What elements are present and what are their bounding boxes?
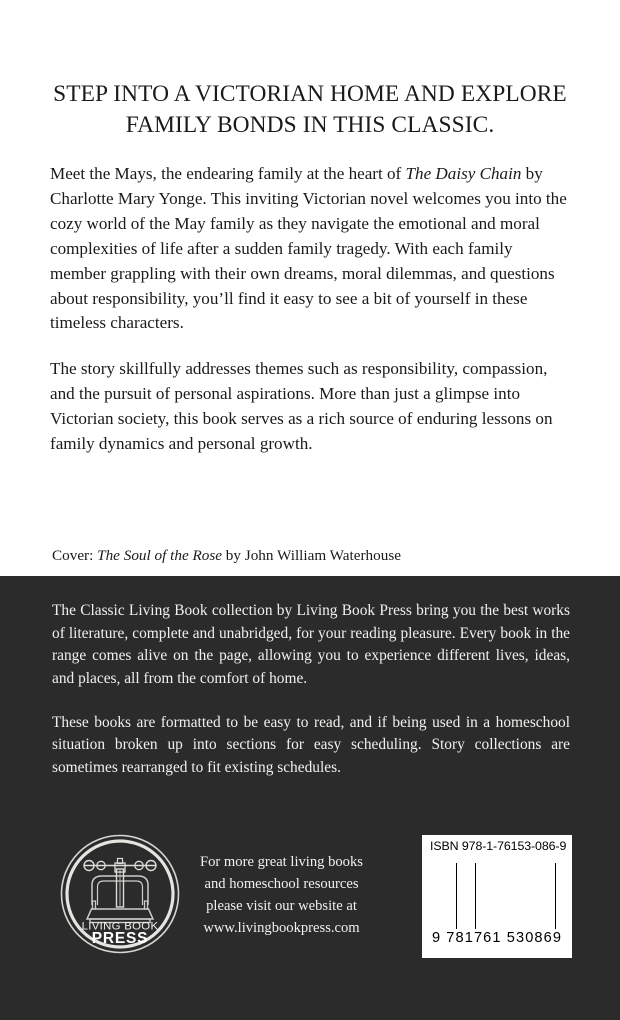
headline-line-1: STEP INTO A VICTORIAN HOME AND EXPLORE [53,81,567,107]
isbn-barcode [422,835,572,958]
dark-section [0,576,620,1020]
logo-line-1: LIVING BOOK [81,920,159,933]
blurb-text-before-title: Meet the Mays, the endearing family at the heart of [50,164,406,184]
cover-credit-prefix: Cover: [52,547,98,564]
blurb-text-after-title: by Charlotte Mary Yonge. This inviting Victorian novel welcomes you into the cozy world of the May family as they navigate the emotional and moral complexities of life after a sudden family tragedy. With each family member grappling with their own dreams, moral dilemmas, and questions about responsibility, you’ll find it easy to see a bit of yourself in these timeless characters. [50,164,567,333]
cover-credit [52,546,401,566]
blurb-paragraph-1 [50,162,570,336]
headline-line-2: FAMILY BONDS IN THIS CLASSIC. [125,112,495,139]
isbn-label: ISBN 978-1-76153-086-9 [430,839,567,853]
publisher-paragraph-1: The Classic Living Book collection by Living Book Press bring you the best works of literature, complete and unabridged, for your reading pleasure. Every book in the range comes alive on the page, allowing you to experience different lives, ideas, and places, all from the comfort of home. [52,602,570,687]
cover-credit-suffix: by John William Waterhouse [222,547,401,564]
logo-line-2: PRESS [91,930,149,947]
website-url[interactable]: www.livingbookpress.com [203,919,360,936]
contact-block [178,852,385,940]
printing-press-icon [59,833,181,955]
book-title-italic: The Daisy Chain [405,164,522,184]
publisher-paragraph-2: These books are formatted to be easy to read, and if being used in a homeschool situation broken up into sections for easy scheduling. Story collections are sometimes rearranged to fit existing schedules. [52,713,570,776]
blurb-paragraph-2: The story skillfully addresses themes such as responsibility, compassion, and the pursuit of personal aspirations. More than just a glimpse into Victorian society, this book serves as a rich source of enduring lessons on family dynamics and personal growth. [50,359,553,453]
barcode-bars [430,857,564,929]
contact-line-3: please visit our website at [206,897,357,914]
page-title [50,0,570,141]
contact-line-1: For more great living books [200,854,363,870]
publisher-blurb [52,600,570,779]
artwork-title-italic: The Soul of the Rose [97,547,222,564]
footer-row [0,827,620,967]
contact-line-2: and homeschool resources [204,875,359,892]
barcode-digits: 9 781761 530869 [431,929,563,946]
publisher-logo [59,833,181,955]
